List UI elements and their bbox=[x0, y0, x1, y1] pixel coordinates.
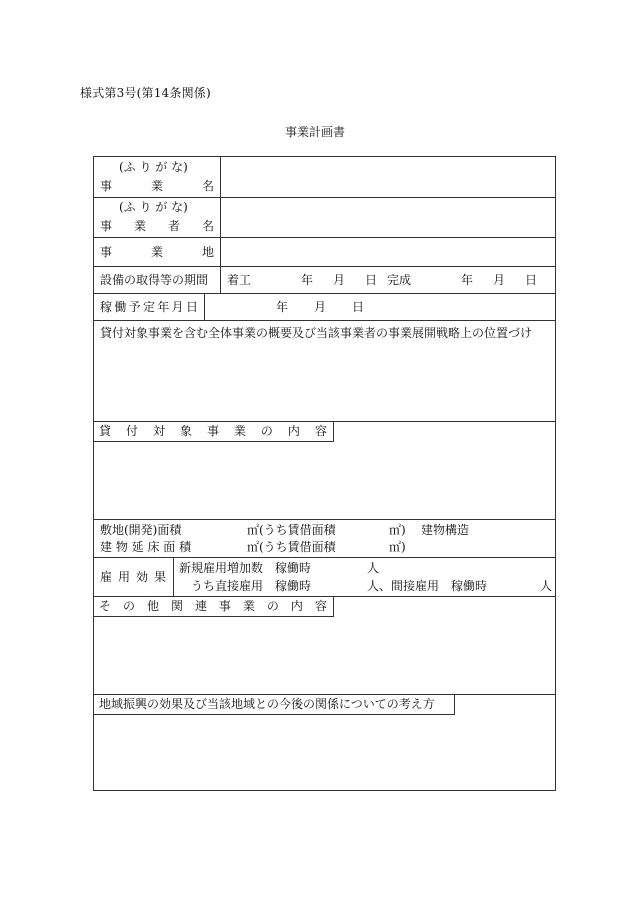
employment-effect-label: 雇 用 効 果 bbox=[100, 570, 166, 584]
operation-day-label: 日 bbox=[352, 300, 365, 314]
regional-effect-field[interactable] bbox=[94, 715, 556, 790]
document-title: 事業計画書 bbox=[284, 125, 345, 139]
operation-date-field[interactable] bbox=[205, 293, 556, 320]
operator-name-label: 事 業 者 名 bbox=[100, 219, 214, 233]
related-business-field[interactable] bbox=[94, 617, 556, 694]
employment-effect-field[interactable] bbox=[174, 557, 556, 596]
start-month-label: 月 bbox=[333, 273, 346, 287]
new-employment-label: 新規雇用増加数 稼働時 bbox=[179, 561, 312, 575]
regional-label-box bbox=[94, 694, 455, 715]
indirect-employment-unit: 人 bbox=[540, 579, 553, 593]
direct-employment-label: うち直接雇用 稼働時 bbox=[191, 579, 312, 593]
related-label-box bbox=[94, 596, 334, 617]
start-day-label: 日 bbox=[365, 273, 378, 287]
row-divider bbox=[94, 320, 555, 321]
site-area-unit: ㎡(うち賃借面積 bbox=[247, 523, 336, 537]
operator-name-field[interactable] bbox=[221, 197, 556, 237]
new-employment-unit: 人 bbox=[367, 561, 380, 575]
site-area-label: 敷地(開発)面積 bbox=[100, 523, 182, 537]
content-label-box bbox=[94, 421, 334, 442]
operation-date-label: 稼 働 予 定 年 月 日 bbox=[100, 300, 198, 314]
business-plan-form bbox=[93, 156, 556, 791]
content-field[interactable] bbox=[94, 442, 556, 519]
site-area-field[interactable] bbox=[94, 519, 556, 557]
indirect-employment-label: 人、間接雇用 稼働時 bbox=[367, 579, 488, 593]
acquisition-period-field[interactable] bbox=[221, 266, 556, 293]
operation-month-label: 月 bbox=[314, 300, 327, 314]
construction-start-label: 着工 bbox=[227, 273, 252, 287]
completion-label: 完成 bbox=[387, 273, 412, 287]
building-structure-label: 建物構造 bbox=[421, 523, 470, 537]
regional-effect-label: 地域振興の効果及び当該地域との今後の関係についての考え方 bbox=[99, 697, 435, 711]
overview-label: 貸付対象事業を含む全体事業の概要及び当該事業者の事業展開戦略上の位置づけ bbox=[100, 326, 533, 340]
site-area-close: ㎡) bbox=[389, 523, 406, 537]
form-number-label: 様式第3号(第14条関係) bbox=[80, 86, 211, 100]
operator-name-furigana: (ふ り が な) bbox=[119, 200, 188, 214]
location-field[interactable] bbox=[221, 237, 556, 266]
operation-year-label: 年 bbox=[276, 300, 289, 314]
end-month-label: 月 bbox=[493, 273, 506, 287]
business-name-furigana: (ふ り が な) bbox=[119, 160, 188, 174]
business-name-field[interactable] bbox=[221, 157, 556, 197]
business-name-label: 事 業 名 bbox=[100, 179, 214, 193]
overview-field[interactable] bbox=[94, 345, 556, 421]
end-day-label: 日 bbox=[525, 273, 538, 287]
content-label: 貸 付 対 象 事 業 の 内 容 bbox=[99, 424, 327, 438]
floor-area-close: ㎡) bbox=[389, 540, 406, 554]
floor-area-unit: ㎡(うち賃借面積 bbox=[247, 540, 336, 554]
floor-area-label: 建 物 延 床 面 積 bbox=[100, 540, 192, 554]
end-year-label: 年 bbox=[461, 273, 474, 287]
related-business-label: そ の 他 関 連 事 業 の 内 容 bbox=[99, 599, 327, 613]
location-label: 事 業 地 bbox=[100, 245, 214, 259]
start-year-label: 年 bbox=[301, 273, 314, 287]
acquisition-period-label: 設備の取得等の期間 bbox=[100, 273, 209, 287]
